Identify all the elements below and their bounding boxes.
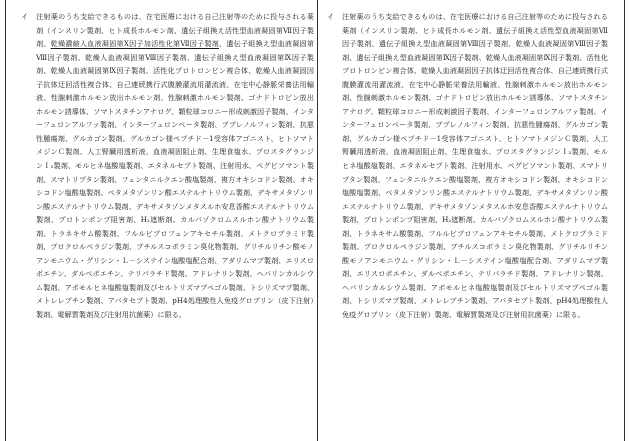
revised-underlined-addition: 乾燥濃縮人血液凝固第Ⅹ因子加活性化第Ⅶ因子製剤 [50, 39, 220, 49]
current-paragraph [327, 10, 608, 322]
item-marker: イ [327, 12, 335, 21]
revised-paragraph [21, 10, 314, 322]
current-text: 注射薬のうち支給できるものは、在宅医療における自己注射等のために投与される薬剤（インスリン製剤、ヒト成長ホルモン剤、遺伝子組換え活性型血液凝固第Ⅶ因子製剤、遺伝子組換え型血液凝固第Ⅷ因子製剤、乾燥人血液凝固第Ⅷ因子製剤、遺伝子組換え型血液凝固第Ⅸ因子製剤、乾燥人血液凝固第Ⅸ因子製剤、活性化プロトロンビン複合体、乾燥人血液凝固因子抗体迂回活性複合体、自己連続携行式腹膜灌流用灌流液、在宅中心静脈栄養法用輸液、性腺刺激ホルモン放出ホルモン剤、性腺刺激ホルモン製剤、ゴナドトロピン放出ホルモン誘導体、ソマトスタチンアナログ、顆粒球コロニー形成刺激因子製剤、インターフェロンアルファ製剤、インターフェロンベータ製剤、ブプレノルフィン製剤、抗悪性腫瘍剤、グルカゴン製剤、グルカゴン様ペプチド－1受容体アゴニスト、ヒトソマトメジンＣ製剤、人工腎臓用透析液、血液凝固阻止剤、生理食塩水、プロスタグランジンＩ₂製剤、モルヒネ塩酸塩製剤、エタネルセプト製剤、注射用水、ペグビソマント製剤、スマトリプタン製剤、フェンタニルクエン酸塩製剤、複方オキシコドン製剤、オキシコドン塩酸塩製剤、ベタメタゾンリン酸エステルナトリウム製剤、デキサメタゾンリン酸エステルナトリウム製剤、デキサメタゾンメタスルホ安息香酸エステルナトリウム製剤、プロトンポンプ阻害剤、H₂遮断剤、カルバゾクロムスルホン酸ナトリウム製剤、トラネキサム酸製剤、フルルビプロフェンアキセチル製剤、メトクロプラミド製剤、プロクロルペラジン製剤、ブチルスコポラミン臭化物製剤、グリチルリチン酸モノアンモニウム・グリシン・Ｌ－システイン塩酸塩配合剤、アダリムマブ製剤、エリスロポエチン、ダルベポエチン、テリパラチド製剤、アドレナリン製剤、ヘパリンカルシウム製剤、アポモルヒネ塩酸塩製剤及びセルトリズマブペゴル製剤、トシリズマブ製剤、メトレレプチン製剤、アバタセプト製剤、pH4処理酸性人免疫グロブリン（皮下注射）製剤、電解質製剤及び注射用抗菌薬）に限る。 [342, 12, 608, 320]
revised-text-after: 、遺伝子組換え型血液凝固第Ⅷ因子製剤、乾燥人血液凝固第Ⅷ因子製剤、遺伝子組換え型血液凝固第Ⅸ因子製剤、乾燥人血液凝固第Ⅸ因子製剤、活性化プロトロンビン複合体、乾燥人血液凝固因子抗体迂回活性複合体、自己連続携行式腹膜灌流用灌流液、在宅中心静脈栄養法用輸液、性腺刺激ホルモン放出ホルモン剤、性腺刺激ホルモン製剤、ゴナドトロピン放出ホルモン誘導体、ソマトスタチンアナログ、顆粒球コロニー形成刺激因子製剤、インターフェロンアルファ製剤、インターフェロンベータ製剤、ブプレノルフィン製剤、抗悪性腫瘍剤、グルカゴン製剤、グルカゴン様ペプチド－1受容体アゴニスト、ヒトソマトメジンＣ製剤、人工腎臓用透析液、血液凝固阻止剤、生理食塩水、プロスタグランジンＩ₂製剤、モルヒネ塩酸塩製剤、エタネルセプト製剤、注射用水、ペグビソマント製剤、スマトリプタン製剤、フェンタニルクエン酸塩製剤、複方オキシコドン製剤、オキシコドン塩酸塩製剤、ベタメタゾンリン酸エステルナトリウム製剤、デキサメタゾンリン酸エステルナトリウム製剤、デキサメタゾンメタスルホ安息香酸エステルナトリウム製剤、プロトンポンプ阻害剤、H₂遮断剤、カルバゾクロムスルホン酸ナトリウム製剤、トラネキサム酸製剤、フルルビプロフェンアキセチル製剤、メトクロプラミド製剤、プロクロルペラジン製剤、ブチルスコポラミン臭化物製剤、グリチルリチン酸モノアンモニウム・グリシン・Ｌ－システイン塩酸塩配合剤、アダリムマブ製剤、エリスロポエチン、ダルベポエチン、テリパラチド製剤、アドレナリン製剤、ヘパリンカルシウム製剤、アポモルヒネ塩酸塩製剤及びセルトリズマブペゴル製剤、トシリズマブ製剤、メトレレプチン製剤、アバタセプト製剤、pH4処理酸性人免疫グロブリン（皮下注射）製剤、電解質製剤及び注射用抗菌薬）に限る。 [36, 39, 314, 320]
table-border-left [5, 0, 6, 441]
revised-text-column [21, 10, 314, 322]
revised-text-before: 注射薬のうち支給できるものは、在宅医療における自己注射等のために投与される薬剤（インスリン製剤、ヒト成長ホルモン剤、遺伝子組換え活性型血液凝固第Ⅶ因子製剤、 [36, 12, 314, 49]
current-text-column [327, 10, 608, 322]
table-column-divider [317, 0, 318, 441]
table-border-right [624, 0, 625, 441]
item-marker: イ [21, 12, 29, 21]
